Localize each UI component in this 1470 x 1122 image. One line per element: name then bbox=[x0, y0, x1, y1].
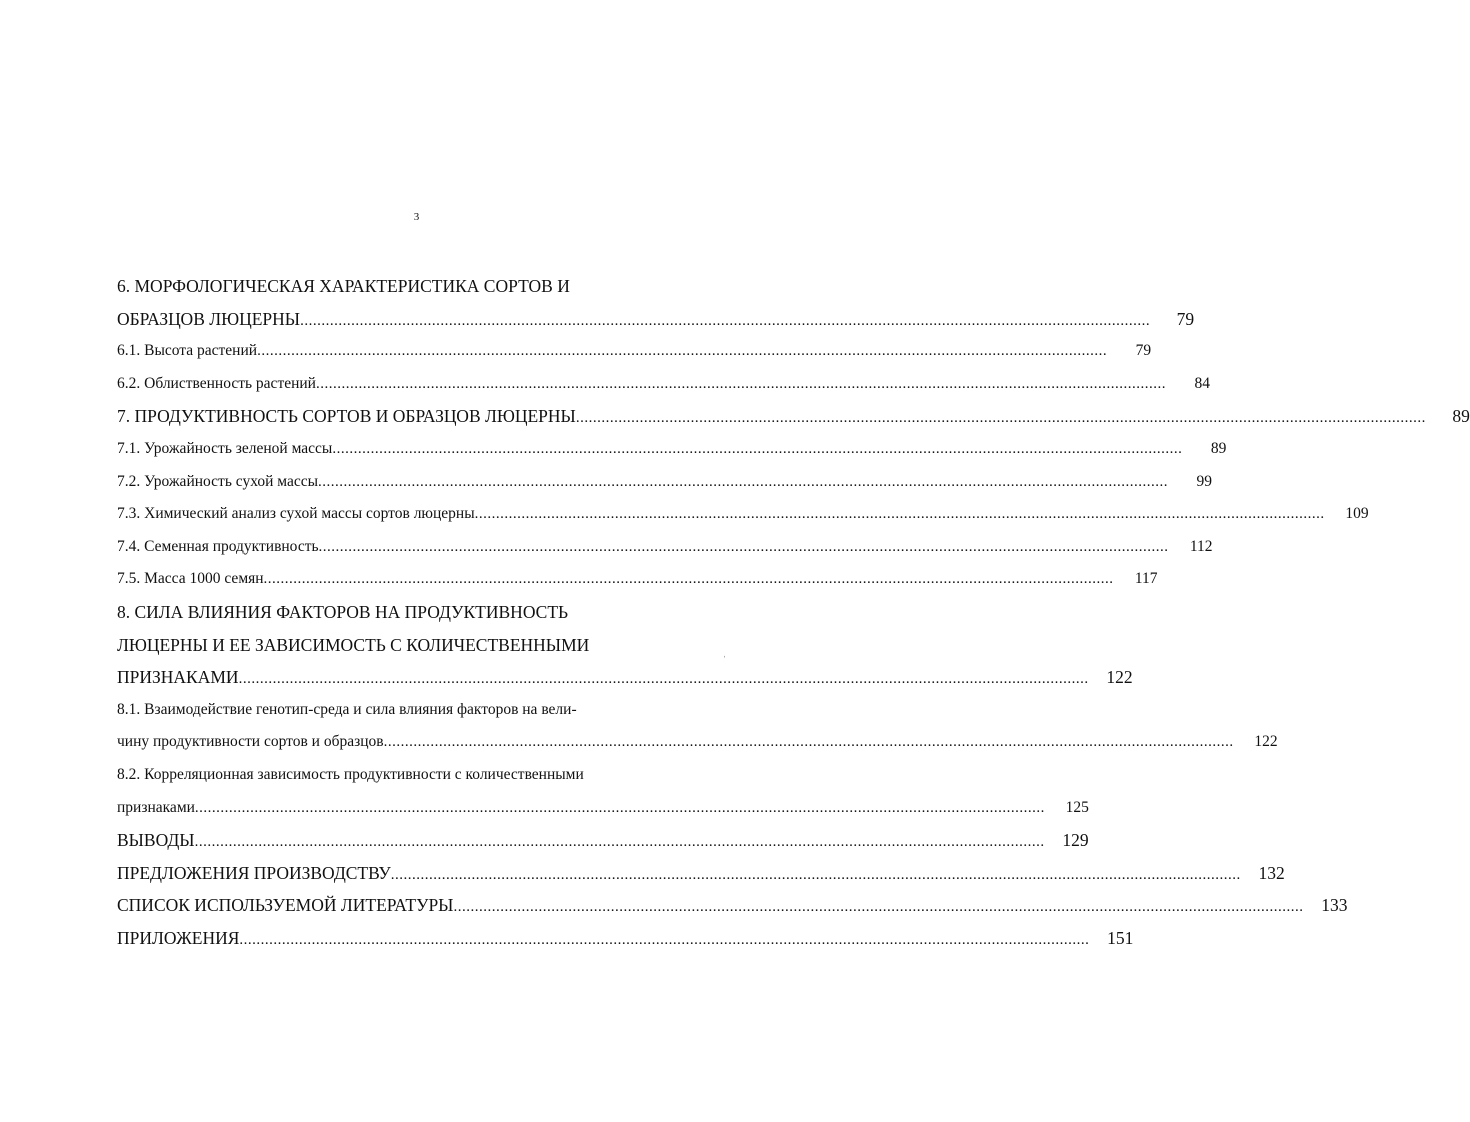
toc-entry-wrap bbox=[117, 270, 722, 303]
toc-entry[interactable] bbox=[117, 661, 1133, 694]
dot-leader: ........................................................................................................................................................................................................ bbox=[474, 506, 1325, 523]
toc-entry-wrap bbox=[117, 629, 722, 662]
dot-leader: ........................................................................................................................................................................................................ bbox=[315, 375, 1166, 392]
toc-entry-title: ОБРАЗЦОВ ЛЮЦЕРНЫ bbox=[117, 308, 301, 329]
toc-entry[interactable] bbox=[117, 466, 1213, 499]
dot-leader: ........................................................................................................................................................................................................ bbox=[194, 834, 1045, 851]
toc-entry[interactable] bbox=[117, 433, 1227, 466]
toc-entry-title: СПИСОК ИСПОЛЬЗУЕМОЙ ЛИТЕРАТУРЫ bbox=[117, 895, 454, 916]
toc-entry-page: 84 bbox=[1194, 374, 1210, 392]
toc-entry-title: 6.2. Облиственность растений bbox=[117, 374, 316, 392]
toc-entry-title: ПРЕДЛОЖЕНИЯ ПРОИЗВОДСТВУ bbox=[117, 862, 391, 883]
toc-entry-page: 79 bbox=[1135, 342, 1152, 360]
toc-entry-page: 89 bbox=[1452, 406, 1470, 427]
dot-leader: ........................................................................................................................................................................................................ bbox=[263, 571, 1114, 588]
toc-entry-page: 125 bbox=[1065, 798, 1089, 816]
toc-entry[interactable] bbox=[117, 889, 1348, 922]
toc-entry[interactable] bbox=[117, 531, 1213, 564]
page-number: 3 bbox=[413, 211, 420, 223]
toc-entry-wrap bbox=[117, 759, 722, 792]
toc-entry-title: 7.5. Масса 1000 семян bbox=[117, 570, 264, 588]
toc-entry-page: 133 bbox=[1321, 895, 1348, 916]
dot-leader: ........................................................................................................................................................................................................ bbox=[257, 343, 1108, 360]
toc-entry-title: 7.1. Урожайность зеленой массы bbox=[117, 439, 333, 457]
table-of-contents bbox=[117, 270, 1470, 954]
toc-entry-title: 7.2. Урожайность сухой массы bbox=[117, 472, 319, 490]
toc-entry-page: 89 bbox=[1210, 439, 1227, 457]
dot-leader: ........................................................................................................................................................................................................ bbox=[239, 931, 1090, 948]
toc-entry-title: ПРИЛОЖЕНИЯ bbox=[117, 927, 240, 948]
toc-entry-page: 122 bbox=[1106, 667, 1133, 688]
toc-entry-title: 7.4. Семенная продуктивность bbox=[117, 537, 319, 555]
toc-entry[interactable] bbox=[117, 303, 1195, 336]
toc-entry-page: 112 bbox=[1189, 537, 1213, 555]
toc-entry-title: признаками bbox=[117, 798, 195, 816]
dot-leader: ........................................................................................................................................................................................................ bbox=[318, 473, 1169, 490]
toc-entry[interactable] bbox=[117, 563, 1158, 596]
dot-leader: ........................................................................................................................................................................................................ bbox=[300, 312, 1151, 329]
toc-entry[interactable] bbox=[117, 857, 1285, 890]
toc-entry[interactable] bbox=[117, 726, 1278, 759]
toc-entry-title: ВЫВОДЫ bbox=[117, 830, 195, 851]
dot-leader: ........................................................................................................................................................................................................ bbox=[390, 866, 1241, 883]
dot-leader: ........................................................................................................................................................................................................ bbox=[383, 734, 1234, 751]
dot-leader: ........................................................................................................................................................................................................ bbox=[453, 899, 1304, 916]
toc-entry[interactable] bbox=[117, 400, 1470, 433]
toc-entry-page: 79 bbox=[1176, 308, 1195, 329]
toc-entry[interactable] bbox=[117, 498, 1369, 531]
toc-entry-title: 7. ПРОДУКТИВНОСТЬ СОРТОВ И ОБРАЗЦОВ ЛЮЦЕРНЫ bbox=[117, 406, 576, 427]
toc-entry-title: 8.2. Корреляционная зависимость продуктивности с количественными bbox=[117, 765, 584, 783]
toc-entry-title: 8.1. Взаимодействие генотип-среда и сила влияния факторов на вели- bbox=[117, 700, 577, 718]
toc-entry-page: 109 bbox=[1345, 505, 1369, 523]
toc-entry[interactable] bbox=[117, 335, 1152, 368]
toc-entry[interactable] bbox=[117, 792, 1089, 825]
toc-entry-title: 8. СИЛА ВЛИЯНИЯ ФАКТОРОВ НА ПРОДУКТИВНОСТЬ bbox=[117, 601, 569, 622]
toc-entry-wrap bbox=[117, 694, 722, 727]
toc-entry-wrap bbox=[117, 596, 722, 629]
dot-leader: ........................................................................................................................................................................................................ bbox=[332, 440, 1183, 457]
dot-leader: ........................................................................................................................................................................................................ bbox=[318, 538, 1169, 555]
toc-entry-page: 151 bbox=[1107, 927, 1134, 948]
toc-entry[interactable] bbox=[117, 922, 1134, 955]
toc-entry-page: 117 bbox=[1134, 570, 1158, 588]
toc-entry[interactable] bbox=[117, 824, 1089, 857]
scan-speck: ˌ bbox=[723, 647, 727, 658]
toc-entry-title: чину продуктивности сортов и образцов bbox=[117, 733, 384, 751]
toc-entry-title: 6.1. Высота растений bbox=[117, 342, 258, 360]
dot-leader: ........................................................................................................................................................................................................ bbox=[238, 671, 1089, 688]
toc-entry-page: 122 bbox=[1254, 733, 1278, 751]
toc-entry-title: ПРИЗНАКАМИ bbox=[117, 667, 239, 688]
toc-entry-title: 7.3. Химический анализ сухой массы сортов люцерны bbox=[117, 505, 475, 523]
toc-entry-page: 129 bbox=[1062, 830, 1089, 851]
toc-entry[interactable] bbox=[117, 368, 1210, 401]
toc-entry-page: 132 bbox=[1258, 862, 1285, 883]
toc-entry-title: ЛЮЦЕРНЫ И ЕЕ ЗАВИСИМОСТЬ С КОЛИЧЕСТВЕННЫМИ bbox=[117, 634, 590, 655]
toc-entry-title: 6. МОРФОЛОГИЧЕСКАЯ ХАРАКТЕРИСТИКА СОРТОВ И bbox=[117, 276, 570, 296]
dot-leader: ........................................................................................................................................................................................................ bbox=[194, 799, 1045, 816]
dot-leader: ........................................................................................................................................................................................................ bbox=[575, 410, 1426, 427]
toc-entry-page: 99 bbox=[1196, 472, 1213, 490]
